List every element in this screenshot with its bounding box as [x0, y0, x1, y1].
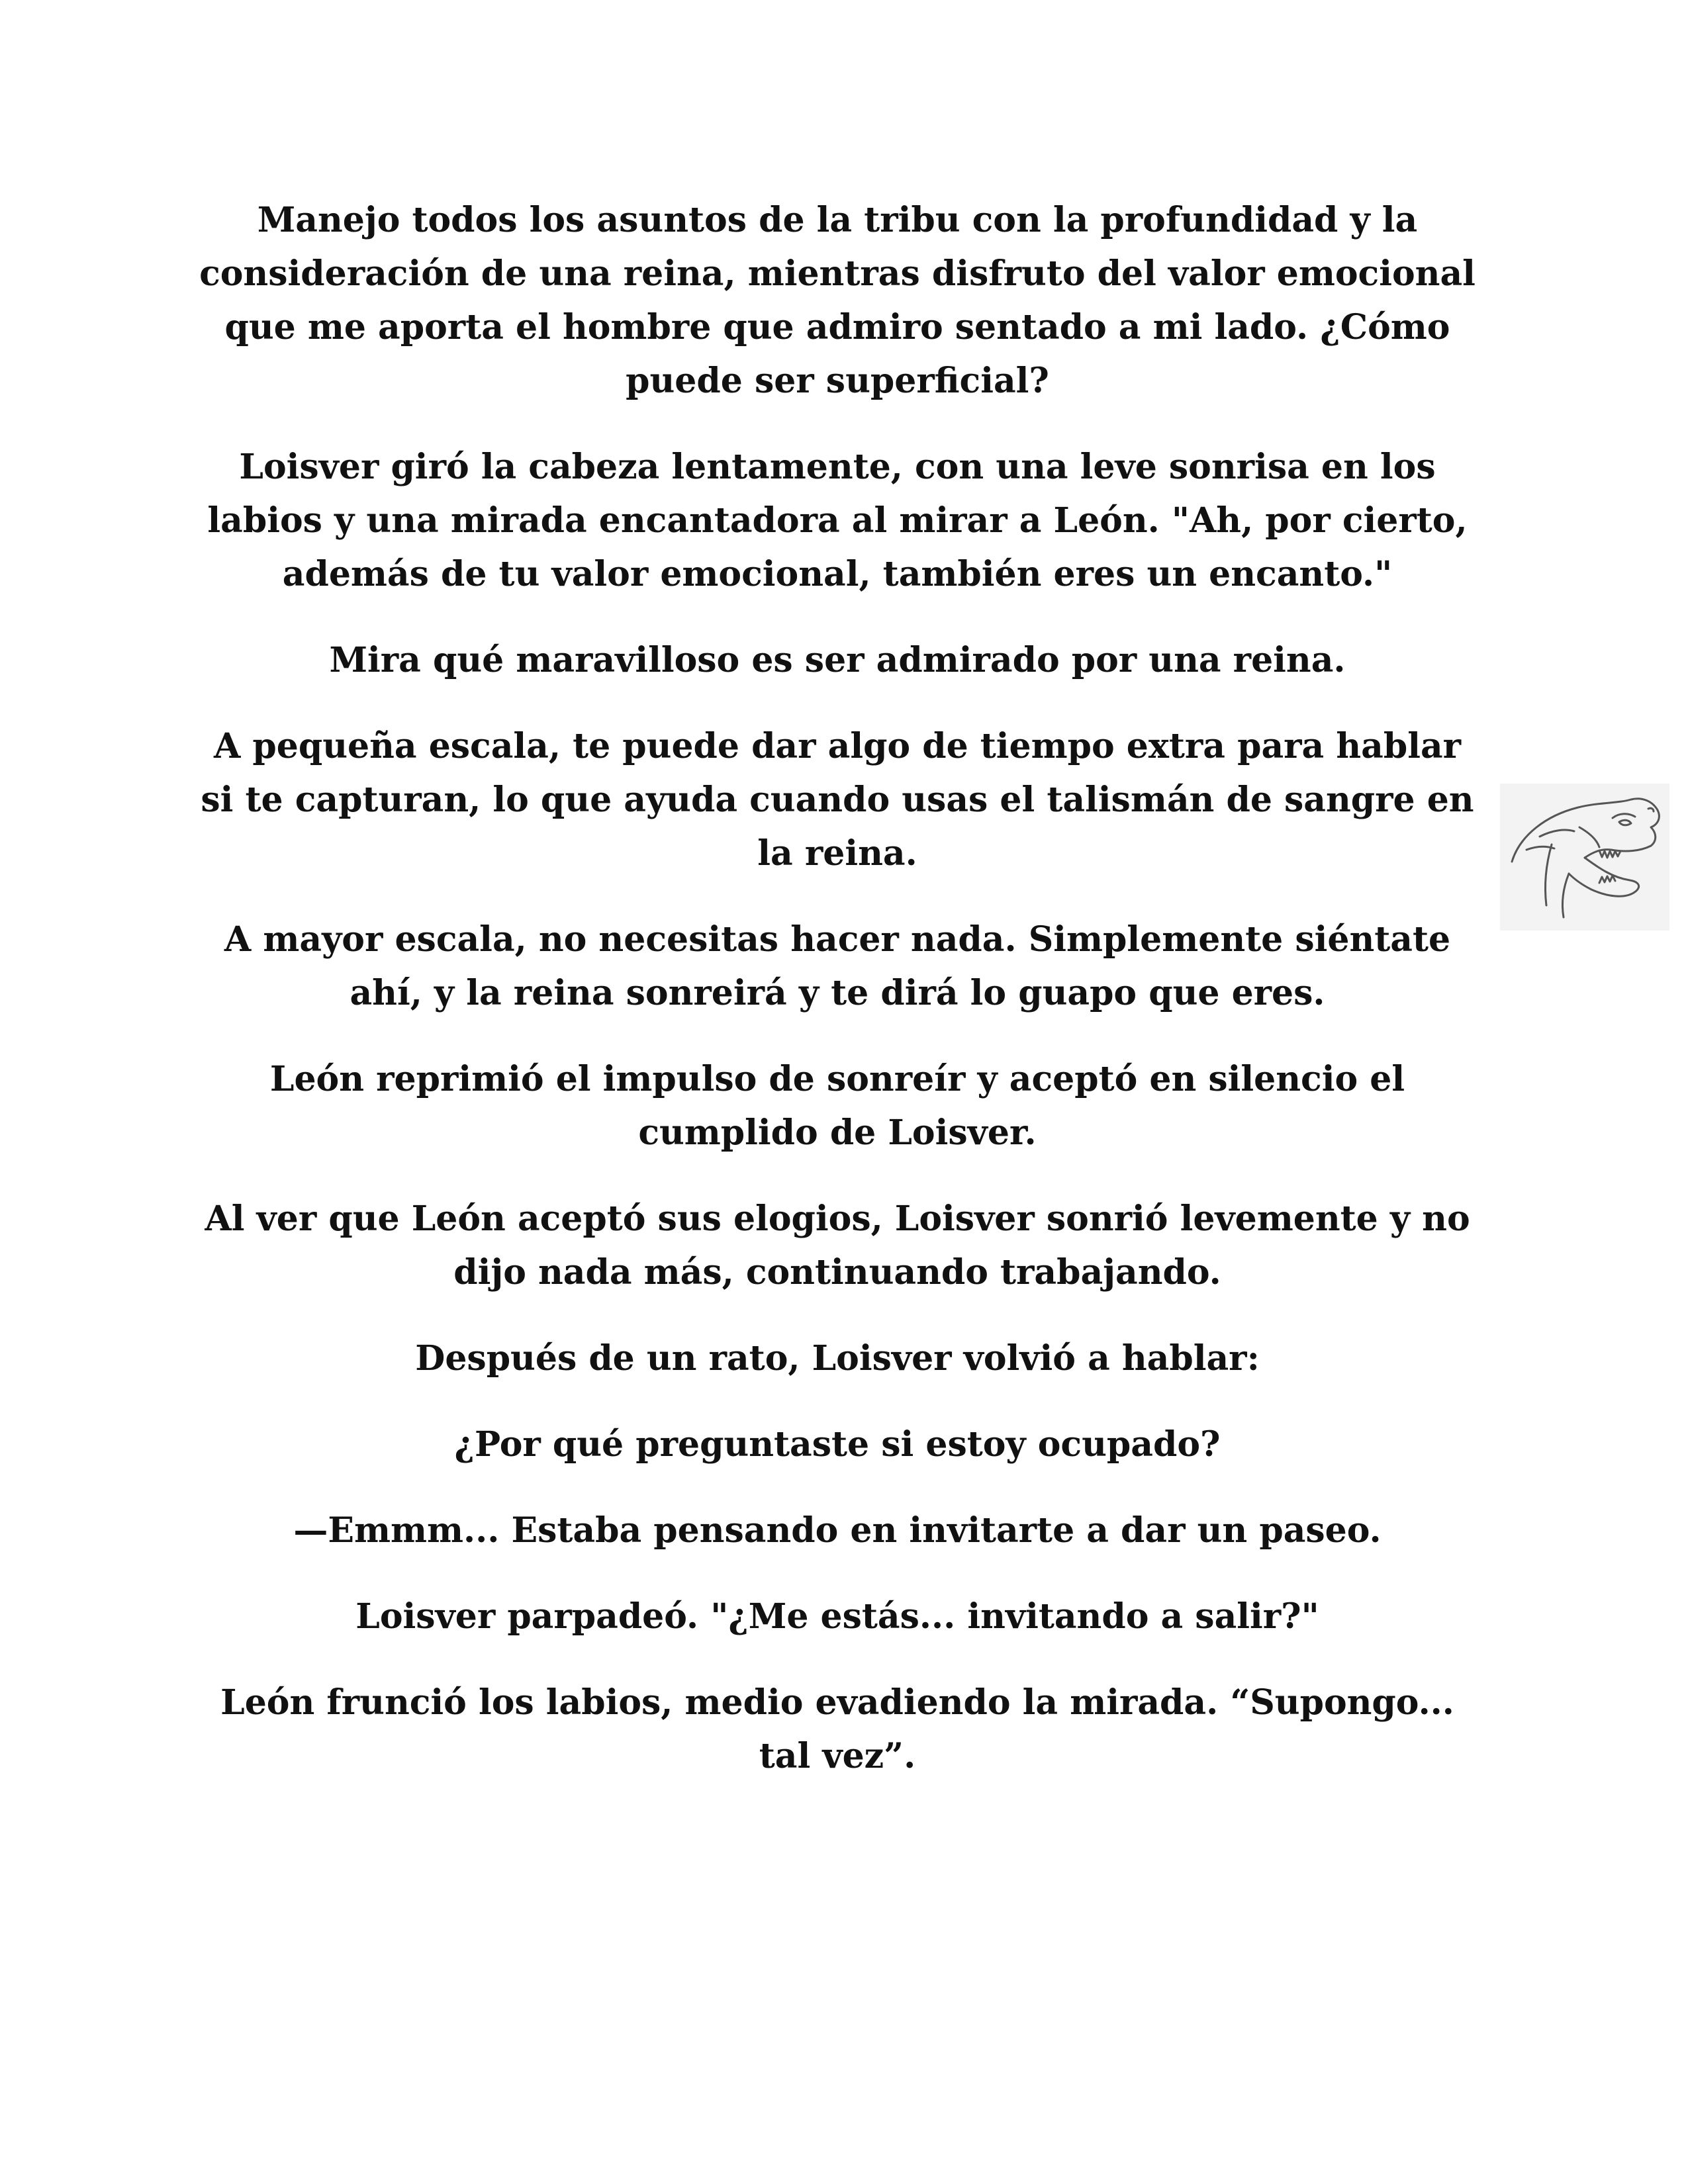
- document-body: [199, 193, 1476, 1815]
- paragraph-5: A mayor escala, no necesitas hacer nada. Simplemente siéntate ahí, y la reina sonreirá y te dirá lo guapo que eres.: [224, 919, 1451, 1013]
- paragraph-4: A pequeña escala, te puede dar algo de tiempo extra para hablar si te capturan, lo que ayuda cuando usas el talismán de sangre en la reina.: [201, 726, 1474, 874]
- paragraph-8: Después de un rato, Loisver volvió a hablar:: [415, 1338, 1260, 1379]
- paragraph-2: Loisver giró la cabeza lentamente, con una leve sonrisa en los labios y una mirada encantadora al mirar a León. "Ah, por cierto, además de tu valor emocional, también eres un encanto.": [207, 447, 1468, 594]
- paragraph-11: Loisver parpadeó. "¿Me estás... invitando a salir?": [355, 1596, 1319, 1637]
- paragraph-9: ¿Por qué preguntaste si estoy ocupado?: [454, 1424, 1221, 1465]
- paragraph-7: Al ver que León aceptó sus elogios, Loisver sonrió levemente y no dijo nada más, continuando trabajando.: [205, 1199, 1470, 1293]
- paragraph-3: Mira qué maravilloso es ser admirado por una reina.: [329, 640, 1346, 680]
- dinosaur-head-icon: [1500, 784, 1669, 931]
- paragraph-12: León frunció los labios, medio evadiendo la mirada. “Supongo... tal vez”.: [220, 1682, 1454, 1776]
- paragraph-10: —Emmm... Estaba pensando en invitarte a dar un paseo.: [293, 1510, 1382, 1551]
- paragraph-6: León reprimió el impulso de sonreír y aceptó en silencio el cumplido de Loisver.: [269, 1059, 1405, 1153]
- paragraph-1: Manejo todos los asuntos de la tribu con la profundidad y la consideración de una reina, mientras disfruto del valor emocional que me aporta el hombre que admiro sentado a mi lado. ¿Cómo puede ser superficial?: [199, 200, 1476, 401]
